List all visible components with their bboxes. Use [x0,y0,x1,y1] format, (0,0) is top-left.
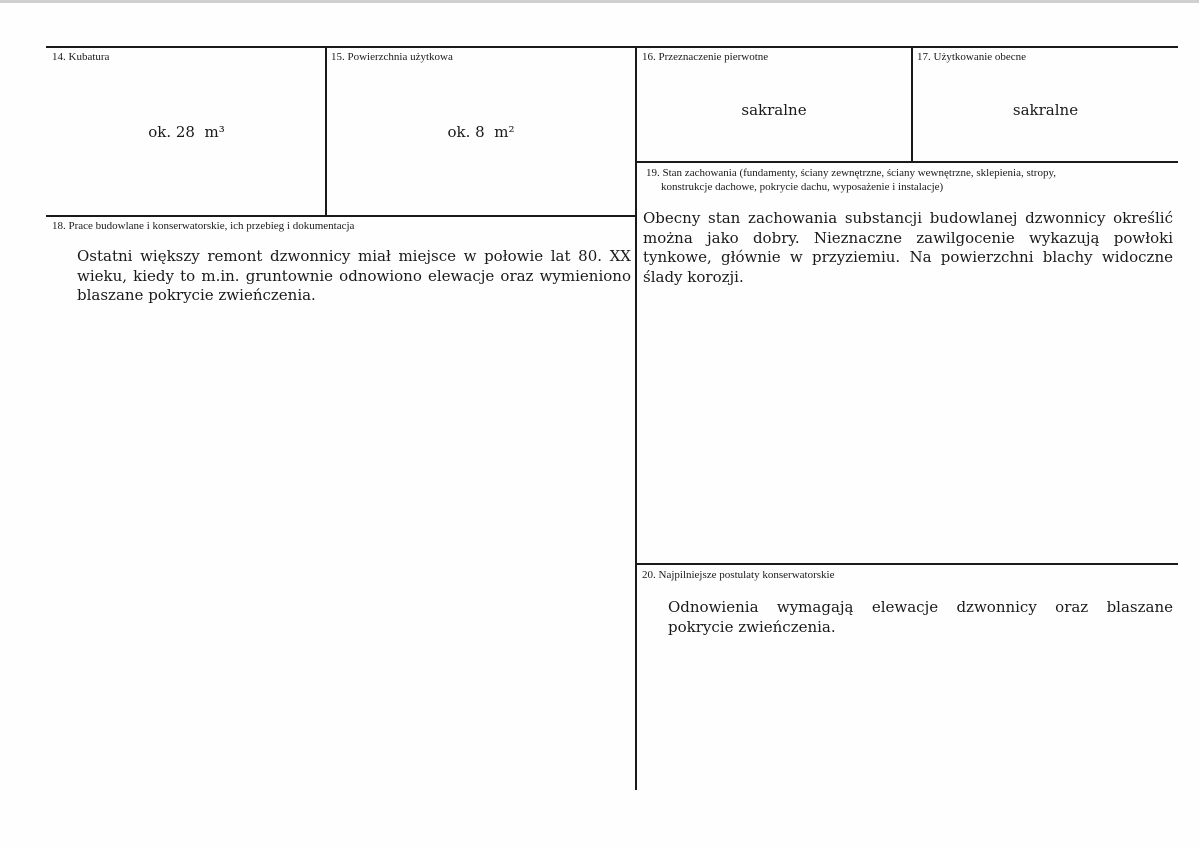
field-17-label: 17. Użytkowanie obecne [917,51,1027,63]
field-16-label: 16. Przeznaczenie pierwotne [642,51,769,63]
field-19-label-line2: konstrukcje dachowe, pokrycie dachu, wyposażenie i instalacje) [661,181,944,193]
field-18-label: 18. Prace budowlane i konserwatorskie, ich przebieg i dokumentacja [52,220,355,232]
rule-above-18 [46,215,636,217]
top-rule-right [636,46,1178,48]
field-15-value [327,123,635,141]
rule-above-19 [636,161,1178,163]
scan-top-edge [0,0,1199,3]
field-14-number: ok. 28 [148,123,195,141]
field-20-text: Odnowienia wymagają elewacje dzwonnicy oraz blaszane pokrycie zwieńczenia. [668,598,1173,636]
field-17-value: sakralne [1012,101,1079,119]
field-14-value [48,123,325,141]
divider-main [635,46,637,790]
field-14-label: 14. Kubatura [52,51,110,63]
field-15-label: 15. Powierzchnia użytkowa [331,51,453,63]
field-20-label: 20. Najpilniejsze postulaty konserwatorskie [642,569,835,581]
field-15-unit: m² [494,123,515,141]
field-15-number: ok. 8 [447,123,485,141]
field-19-label-line1: 19. Stan zachowania (fundamenty, ściany zewnętrzne, ściany wewnętrzne, sklepienia, stropy, [646,167,1057,179]
field-19-text: Obecny stan zachowania substancji budowlanej dzwonnicy określić można jako dobry. Nieznaczne zawilgocenie wykazują powłoki tynkowe, głównie w przyziemiu. Na powierzchni blachy widoczne ślady korozji. [643,209,1173,286]
rule-above-20 [636,563,1178,565]
field-14-unit: m³ [204,123,225,141]
top-rule-left [46,46,636,48]
field-16-value: sakralne [741,101,807,119]
field-18-text: Ostatni większy remont dzwonnicy miał miejsce w połowie lat 80. XX wieku, kiedy to m.in. gruntownie odnowiono elewacje oraz wymieniono blaszane pokrycie zwieńczenia. [77,247,631,304]
